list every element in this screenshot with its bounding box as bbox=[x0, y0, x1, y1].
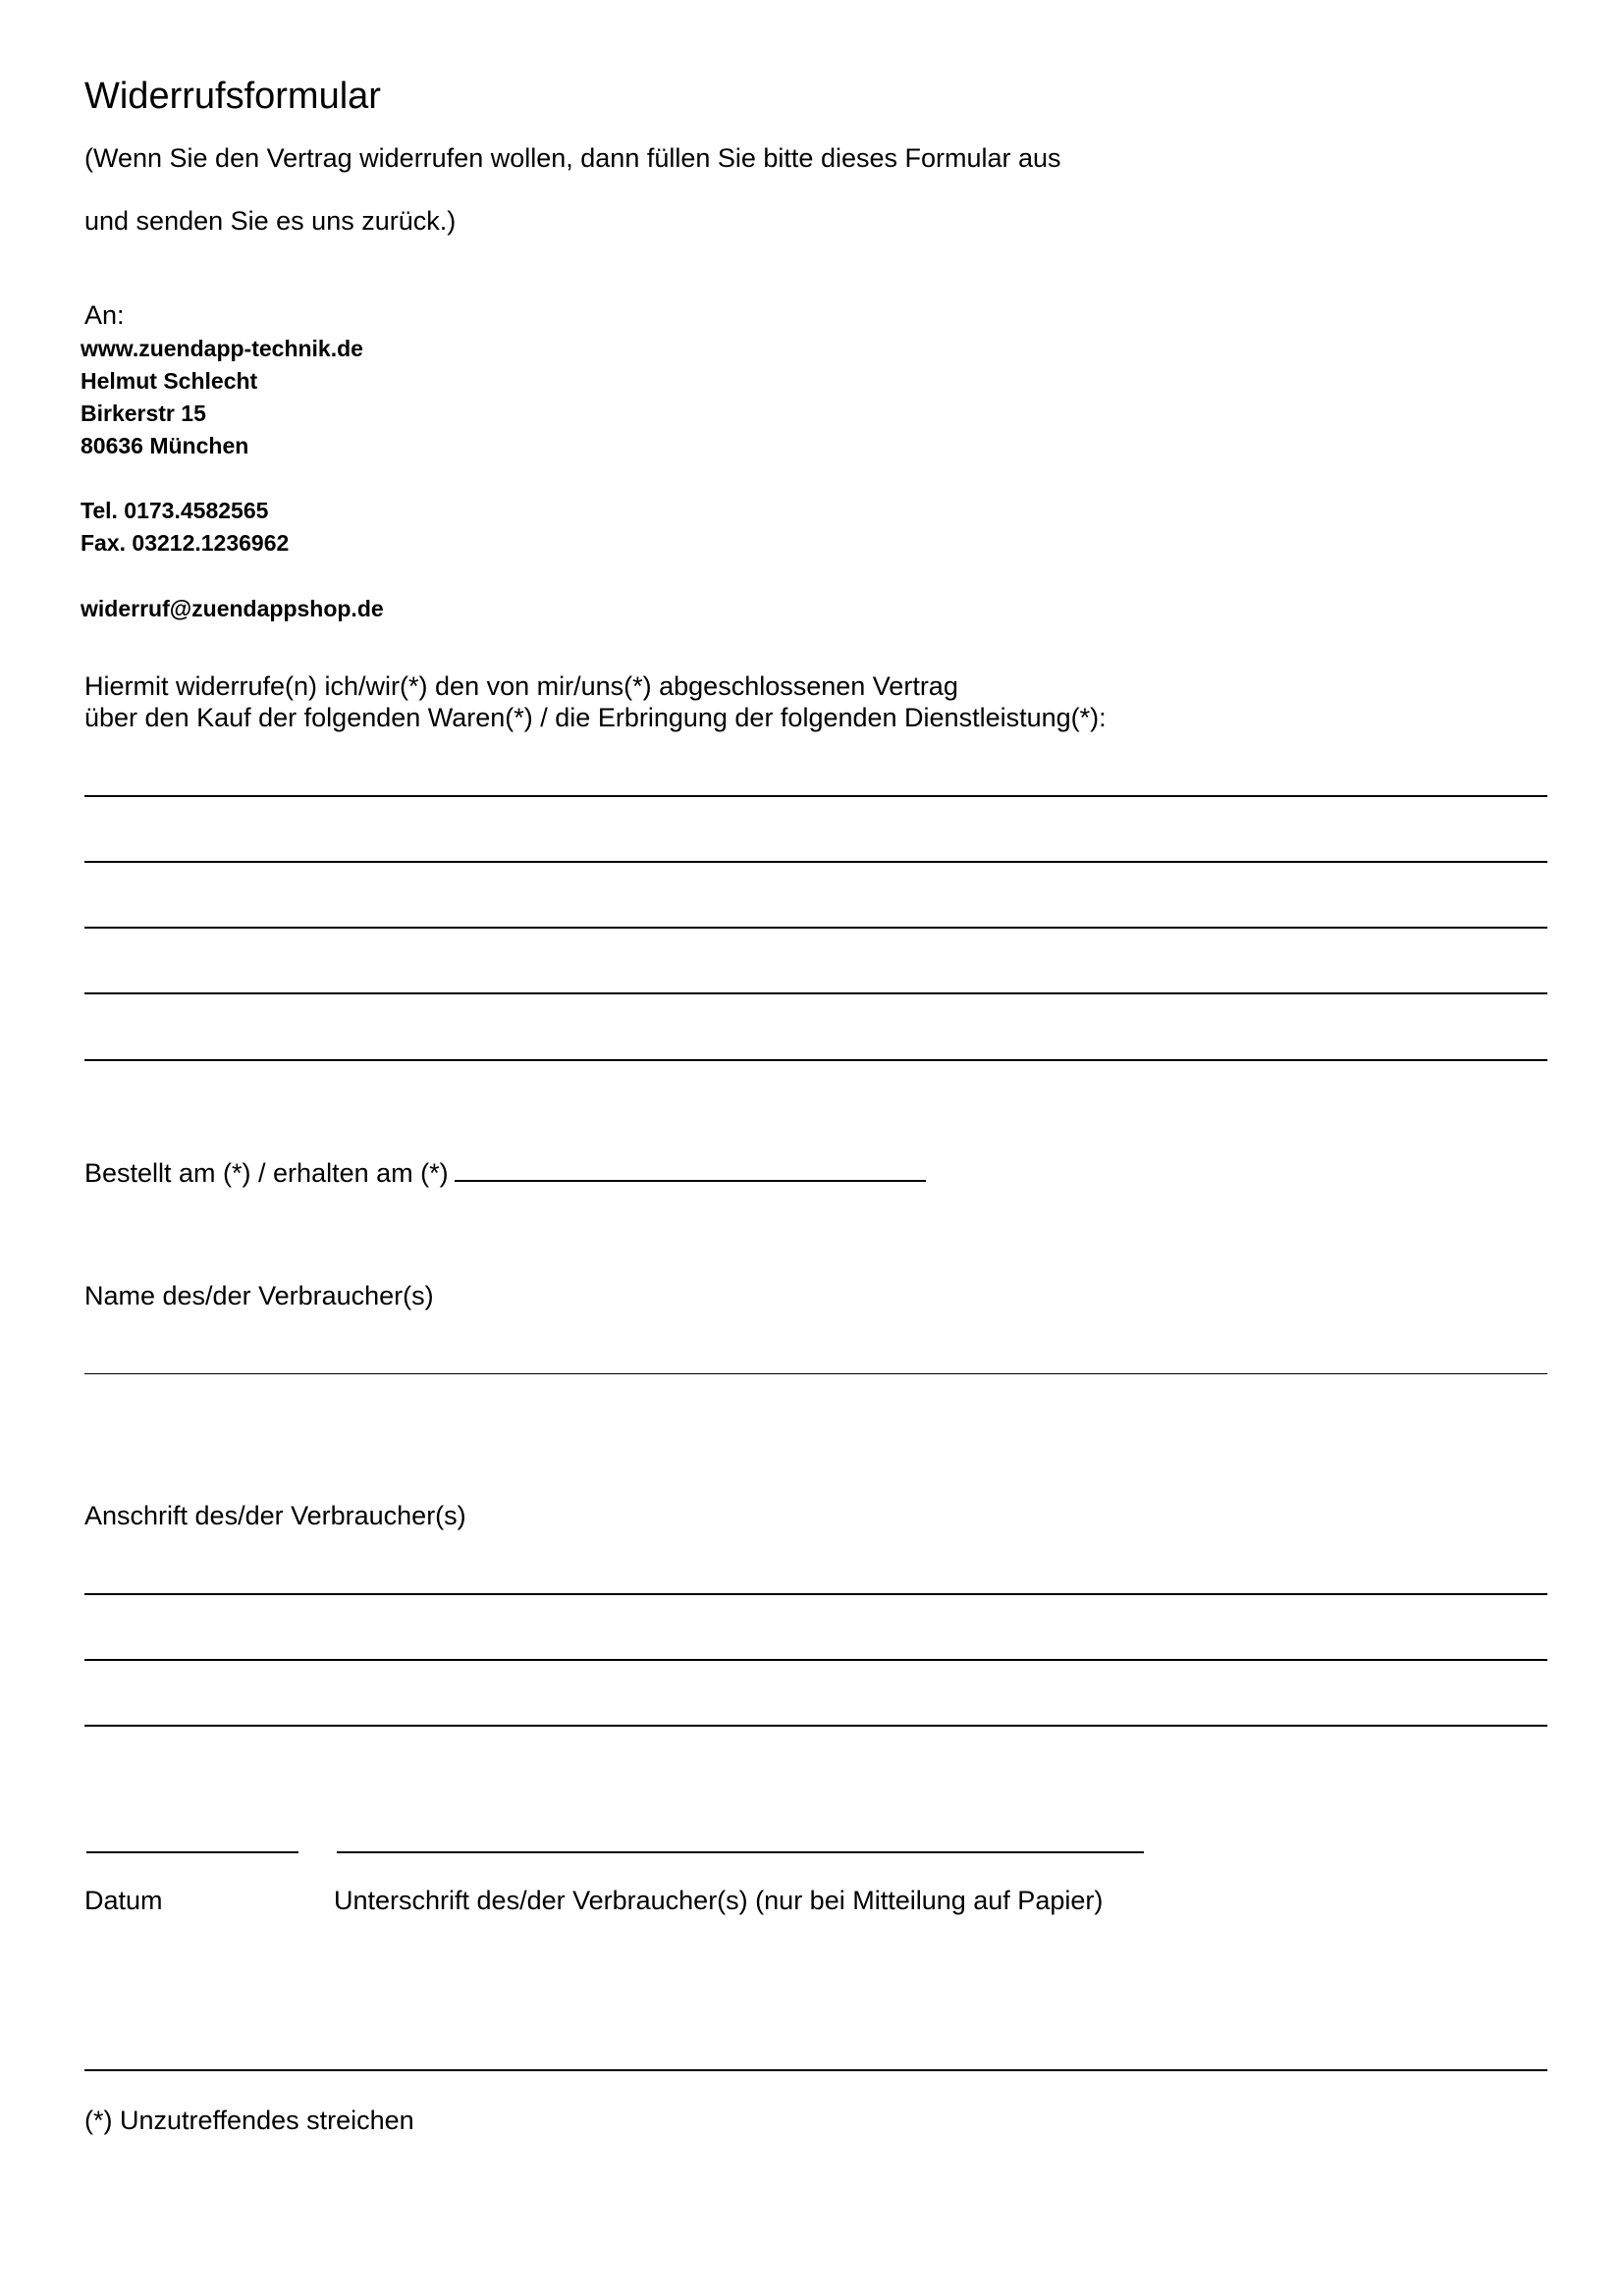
recipient-email: widerruf@zuendappshop.de bbox=[81, 596, 384, 621]
recipient-city: 80636 München bbox=[81, 433, 249, 458]
goods-line-2[interactable] bbox=[84, 861, 1547, 863]
consumer-address-line-3[interactable] bbox=[84, 1725, 1547, 1727]
goods-line-5[interactable] bbox=[84, 1059, 1547, 1061]
consumer-name-line[interactable] bbox=[84, 1373, 1547, 1374]
recipient-fax: Fax. 03212.1236962 bbox=[81, 530, 290, 556]
goods-line-3[interactable] bbox=[84, 927, 1547, 929]
consumer-address-line-1[interactable] bbox=[84, 1593, 1547, 1595]
date-line[interactable] bbox=[86, 1851, 298, 1853]
date-label: Datum bbox=[84, 1886, 163, 1915]
statement-line-1: Hiermit widerrufe(n) ich/wir(*) den von mir/uns(*) abgeschlossenen Vertrag bbox=[84, 671, 958, 701]
signature-line[interactable] bbox=[337, 1851, 1144, 1853]
ordered-received-label: Bestellt am (*) / erhalten am (*) bbox=[84, 1158, 449, 1188]
consumer-address-label: Anschrift des/der Verbraucher(s) bbox=[84, 1501, 466, 1530]
recipient-name: Helmut Schlecht bbox=[81, 368, 258, 394]
consumer-name-label: Name des/der Verbraucher(s) bbox=[84, 1281, 434, 1310]
statement-line-2: über den Kauf der folgenden Waren(*) / die Erbringung der folgenden Dienstleistung(*): bbox=[84, 703, 1107, 732]
goods-line-1[interactable] bbox=[84, 795, 1547, 797]
recipient-label: An: bbox=[84, 300, 125, 330]
signature-label: Unterschrift des/der Verbraucher(s) (nur bei Mitteilung auf Papier) bbox=[334, 1886, 1104, 1915]
footnote: (*) Unzutreffendes streichen bbox=[84, 2106, 414, 2135]
intro-line-2: und senden Sie es uns zurück.) bbox=[84, 206, 457, 236]
footnote-divider bbox=[84, 2069, 1547, 2071]
goods-line-4[interactable] bbox=[84, 992, 1547, 994]
form-title: Widerrufsformular bbox=[84, 76, 381, 117]
intro-line-1: (Wenn Sie den Vertrag widerrufen wollen, dann füllen Sie bitte dieses Formular aus bbox=[84, 143, 1061, 173]
ordered-received-row bbox=[84, 1156, 926, 1189]
recipient-phone: Tel. 0173.4582565 bbox=[81, 498, 269, 523]
recipient-street: Birkerstr 15 bbox=[81, 400, 206, 426]
consumer-address-line-2[interactable] bbox=[84, 1659, 1547, 1661]
recipient-website: www.zuendapp-technik.de bbox=[81, 336, 363, 361]
ordered-received-date-field[interactable] bbox=[455, 1156, 926, 1182]
